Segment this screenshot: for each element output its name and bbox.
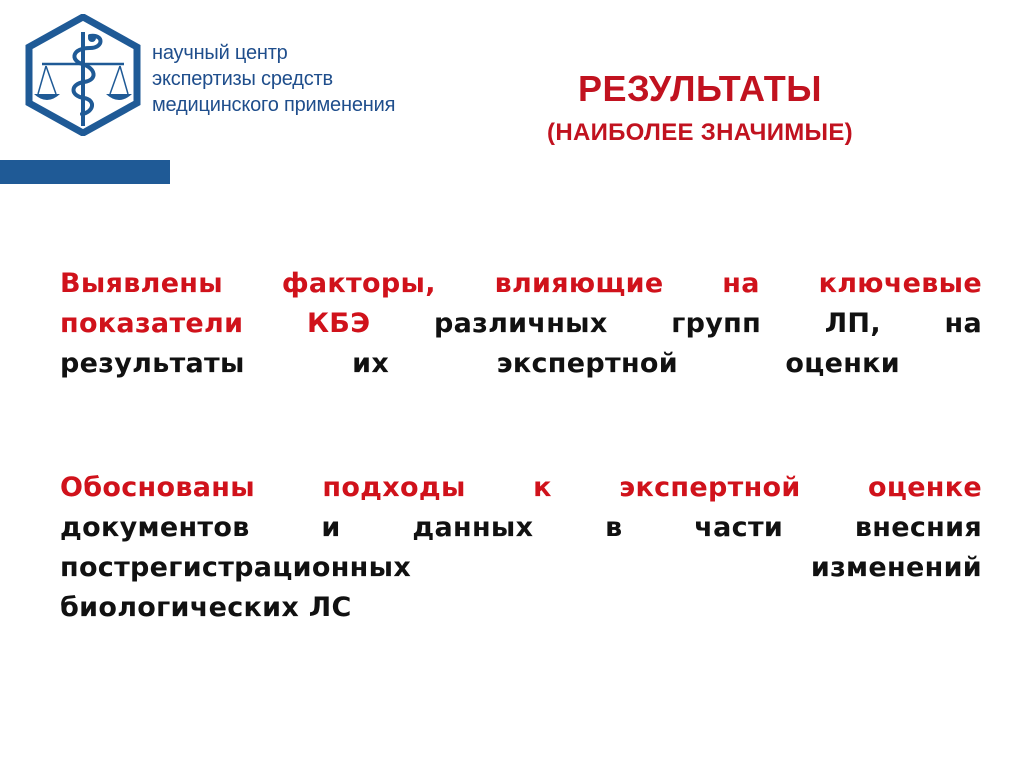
paragraph-2-text-3: биологических ЛС [60,592,352,623]
scales-caduceus-logo-icon [24,14,142,136]
paragraph-2-line-2 [60,508,982,548]
result-paragraph-2 [60,468,982,628]
organization-name [152,40,395,118]
title-subtitle: (НАИБОЛЕЕ ЗНАЧИМЫЕ) [547,119,853,146]
paragraph-1-highlight-2: показатели КБЭ [60,308,371,339]
organization-name-line-2: экспертизы средств [152,68,333,90]
slide-title [440,68,960,148]
paragraph-1-text-2: результаты их экспертной оценки [60,348,900,379]
paragraph-2-line-1 [60,468,982,508]
paragraph-2-highlight: Обоснованы подходы к экспертной оценке [60,472,982,503]
decorative-blue-bar [0,160,170,184]
organization-name-line-3: медицинского применения [152,94,396,116]
paragraph-2-line-3 [60,548,982,588]
organization-name-line-1: научный центр [152,42,288,64]
paragraph-1-line-3 [60,344,900,384]
paragraph-1-line-2 [60,304,982,344]
paragraph-1-line-1 [60,264,982,304]
paragraph-2-text-1: документов и данных в части внесния [60,512,982,543]
result-paragraph-1 [60,264,982,384]
paragraph-2-line-4 [60,588,982,628]
title-main: РЕЗУЛЬТАТЫ [578,68,822,109]
paragraph-1-text: различных групп ЛП, на [370,308,982,339]
paragraph-2-text-2: пострегистрационных изменений [60,552,982,583]
paragraph-1-highlight: Выявлены факторы, влияющие на ключевые [60,268,982,299]
